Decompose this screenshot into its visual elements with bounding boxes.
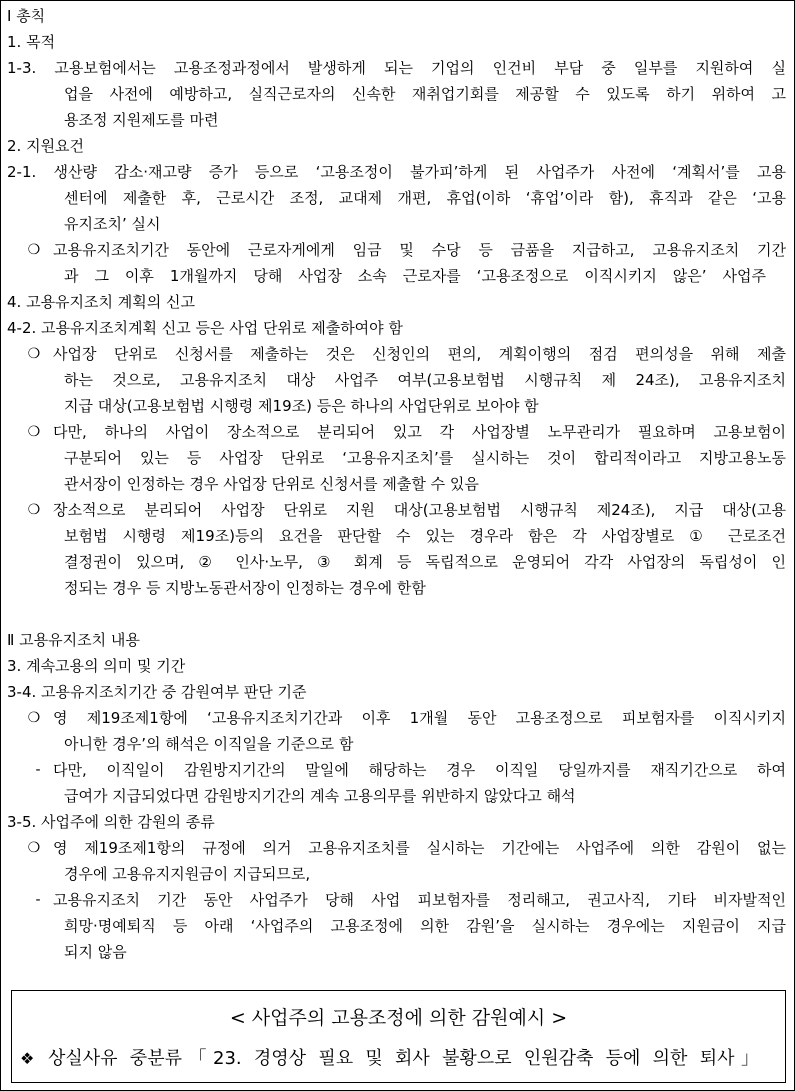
bullet-text: 희망·명예퇴직 등 아래 ‘사업주의 고용조정에 의한 감원’을 실시하는 경우에는 지원금이 지급 [64, 917, 786, 935]
item-text: 1-3. 고용보험에서는 고용조정과정에서 발생하게 되는 기업의 인건비 부담 중 일부를 지원하여 실 [7, 59, 786, 77]
bullet-text: 구분되어 있는 등 사업장 단위로 ‘고용유지조치’를 실시하는 것이 합리적이라고 지방고용노동 [64, 449, 786, 467]
dash-bullet-icon: - [35, 762, 41, 778]
bullet-text: 다만, 이직일이 감원방지기간의 말일에 해당하는 경우 이직일 당일까지를 재직기간으로 하여 [53, 761, 786, 779]
bullet-text: 하는 것으로, 고용유지조치 대상 사업주 여부(고용보험법 시행규칙 제 24조), 고용유지조치 [64, 371, 786, 389]
section-heading: Ⅱ 고용유지조치 내용 [7, 631, 140, 649]
circle-bullet-icon: ❍ [27, 840, 41, 856]
item-text: 2-1. 생산량 감소·재고량 증가 등으로 ‘고용조정이 불가피’하게 된 사업주가 사전에 ‘계획서’를 고용 [7, 163, 786, 181]
bullet-text: 보험법 시행령 제19조)등의 요건을 판단할 수 있는 경우라 함은 각 사업장별로 ① 근로조건 [64, 527, 786, 545]
circle-bullet-icon: ❍ [27, 710, 41, 726]
example-box-title: < 사업주의 고용조정에 의한 감원예시 > [229, 1007, 568, 1029]
item-text: 유지조치’ 실시 [64, 215, 161, 233]
section-heading: Ⅰ 총칙 [7, 7, 46, 25]
circle-bullet-icon: ❍ [27, 346, 41, 362]
subsection-heading: 4. 고용유지조치 계획의 신고 [7, 293, 196, 311]
item-text: 센터에 제출한 후, 근로시간 조정, 교대제 개편, 휴업(이하 ‘휴업’이라 함), 휴직과 같은 ‘고용 [64, 189, 786, 207]
item-text: 4-2. 고용유지조치계획 신고 등은 사업 단위로 제출하여야 함 [7, 319, 403, 337]
subsection-heading: 3. 계속고용의 의미 및 기간 [7, 657, 186, 675]
circle-bullet-icon: ❍ [27, 502, 41, 518]
item-text: 업을 사전에 예방하고, 실직근로자의 신속한 재취업기회를 제공할 수 있도록 하기 위하여 고 [64, 85, 786, 103]
subsection-heading: 1. 목적 [7, 33, 56, 51]
subsection-heading: 2. 지원요건 [7, 137, 85, 155]
item-text: 용조정 지원제도를 마련 [64, 111, 219, 129]
bullet-text: 고용유지조치 기간 동안 사업주가 당해 사업 피보험자를 정리해고, 권고사직, 기타 비자발적인 [53, 891, 786, 909]
item-text: 3-4. 고용유지조치기간 중 감원여부 판단 기준 [7, 683, 307, 701]
bullet-text: 사업장 단위로 신청서를 제출하는 것은 신청인의 편의, 계획이행의 점검 편의성을 위해 제출 [53, 345, 786, 363]
bullet-text: 다만, 하나의 사업이 장소적으로 분리되어 있고 각 사업장별 노무관리가 필요하며 고용보험이 [53, 423, 786, 441]
bullet-text: 장소적으로 분리되어 사업장 단위로 지원 대상(고용보험법 시행규칙 제24조), 지급 대상(고용 [53, 501, 786, 519]
bullet-text: 경우에 고용유지지원금이 지급되므로, [64, 865, 311, 883]
circle-bullet-icon: ❍ [27, 424, 41, 440]
item-text: 3-5. 사업주에 의한 감원의 종류 [7, 813, 215, 831]
bullet-text: 정되는 경우 등 지방노동관서장이 인정하는 경우에 한함 [64, 579, 426, 597]
bullet-text: 결정권이 있으며, ② 인사·노무, ③ 회계 등 독립적으로 운영되어 각각 사업장의 독립성이 인 [64, 553, 786, 571]
bullet-text: 관서장이 인정하는 경우 사업장 단위로 신청서를 제출할 수 있음 [64, 475, 479, 493]
example-box [11, 990, 786, 1083]
bullet-text: 영 제19조제1항에 ‘고용유지조치기간과 이후 1개월 동안 고용조정으로 피보험자를 이직시키지 [53, 709, 786, 727]
bullet-text: 과 그 이후 1개월까지 당해 사업장 소속 근로자를 ‘고용조정으로 이직시키지 않은’ 사업주 [64, 267, 766, 285]
bullet-text: 영 제19조제1항의 규정에 의거 고용유지조치를 실시하는 기간에는 사업주에 의한 감원이 없는 [53, 839, 786, 857]
dash-bullet-icon: - [35, 892, 41, 908]
bullet-text: 급여가 지급되었다면 감원방지기간의 계속 고용의무를 위반하지 않았다고 해석 [64, 787, 576, 805]
bullet-text: 고용유지조치기간 동안에 근로자게에게 임금 및 수당 등 금품을 지급하고, 고용유지조치 기간 [53, 241, 786, 259]
bullet-text: 되지 않음 [64, 943, 127, 961]
example-box-text: 상실사유 중분류「23. 경영상 필요 및 회사 불황으로 인원감축 등에 의한 퇴사」 [48, 1048, 759, 1069]
bullet-text: 지급 대상(고용보험법 시행령 제19조) 등은 하나의 사업단위로 보아야 함 [64, 397, 539, 415]
circle-bullet-icon: ❍ [27, 242, 41, 258]
bullet-text: 아니한 경우’의 해석은 이직일을 기준으로 함 [64, 735, 354, 753]
diamond-bullet-icon: ❖ [20, 1049, 35, 1068]
